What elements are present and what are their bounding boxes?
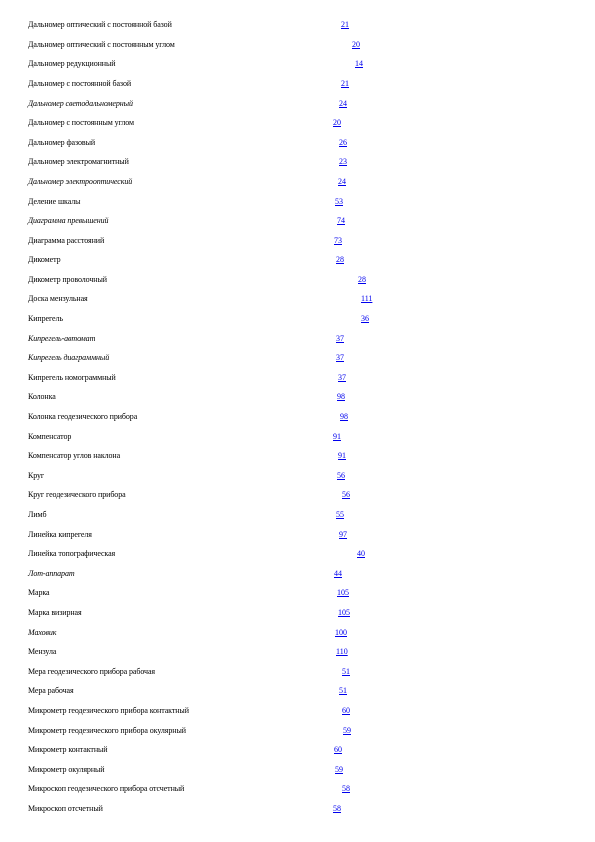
page-link[interactable]: 105 <box>338 608 350 617</box>
index-entry <box>28 567 588 581</box>
page-link[interactable]: 14 <box>355 59 363 68</box>
page-link[interactable]: 100 <box>335 628 347 637</box>
index-entry <box>28 606 588 620</box>
index-entry <box>28 665 588 679</box>
index-entry <box>28 136 588 150</box>
index-term: Дальномер электромагнитный <box>28 157 129 166</box>
page-link[interactable]: 97 <box>339 530 347 539</box>
page-link[interactable]: 59 <box>343 726 351 735</box>
index-term: Мера геодезического прибора рабочая <box>28 667 156 676</box>
index-entry <box>28 175 588 189</box>
page-link[interactable]: 24 <box>339 99 347 108</box>
page-link[interactable]: 23 <box>339 157 347 166</box>
index-term: Микроскоп отсчетный <box>28 804 103 813</box>
index-entry <box>28 77 588 91</box>
index-term: Колонка геодезического прибора <box>28 412 138 421</box>
page-link[interactable]: 111 <box>361 294 373 303</box>
page-link[interactable]: 59 <box>335 765 343 774</box>
page-link[interactable]: 53 <box>335 197 343 206</box>
page-link[interactable]: 44 <box>334 569 342 578</box>
index-entry <box>28 332 588 346</box>
index-entry <box>28 508 588 522</box>
page-link[interactable]: 55 <box>336 510 344 519</box>
index-entry <box>28 253 588 267</box>
index-term: Мера рабочая <box>28 686 74 695</box>
index-term: Дальномер электрооптический <box>28 177 133 186</box>
index-entry <box>28 724 588 738</box>
index-entry <box>28 390 588 404</box>
index-term: Компенсатор углов наклона <box>28 451 121 460</box>
index-term: Дикометр проволочный <box>28 275 107 284</box>
index-term: Колонка <box>28 392 56 401</box>
page-link[interactable]: 21 <box>341 79 349 88</box>
page-link[interactable]: 98 <box>340 412 348 421</box>
index-entry <box>28 645 588 659</box>
index-entry <box>28 195 588 209</box>
index-term: Лимб <box>28 510 47 519</box>
page-link[interactable]: 24 <box>338 177 346 186</box>
index-term: Дальномер светодальномерный <box>28 99 133 108</box>
index-term: Круг геодезического прибора <box>28 490 126 499</box>
page-link[interactable]: 60 <box>334 745 342 754</box>
index-entry <box>28 116 588 130</box>
index-term: Микрометр окулярный <box>28 765 105 774</box>
index-entry <box>28 97 588 111</box>
index-term: Микроскоп геодезического прибора отсчетный <box>28 784 185 793</box>
page-link[interactable]: 51 <box>339 686 347 695</box>
index-term: Марка <box>28 588 50 597</box>
page-link[interactable]: 36 <box>361 314 369 323</box>
page-link[interactable]: 110 <box>336 647 348 656</box>
index-term: Диаграмма превышений <box>28 216 109 225</box>
page-link[interactable]: 28 <box>358 275 366 284</box>
index-term: Кипрегель <box>28 314 63 323</box>
index-term: Круг <box>28 471 45 480</box>
index-entry <box>28 704 588 718</box>
page-link[interactable]: 37 <box>338 373 346 382</box>
index-entry <box>28 430 588 444</box>
index-term: Кипрегель-автомат <box>28 334 96 343</box>
index-term: Деление шкалы <box>28 197 81 206</box>
index-entry <box>28 469 588 483</box>
index-entry <box>28 38 588 52</box>
index-term: Марка визирная <box>28 608 82 617</box>
index-entry <box>28 214 588 228</box>
index-entry <box>28 488 588 502</box>
index-term: Маховик <box>28 628 57 637</box>
page-link[interactable]: 98 <box>337 392 345 401</box>
index-entry <box>28 586 588 600</box>
index-entry <box>28 626 588 640</box>
index-term: Дальномер фазовый <box>28 138 96 147</box>
index-term: Компенсатор <box>28 432 72 441</box>
index-term: Кипрегель диаграммный <box>28 353 110 362</box>
index-entry <box>28 234 588 248</box>
index-entry <box>28 57 588 71</box>
index-entry <box>28 292 588 306</box>
index-term: Дальномер редукционный <box>28 59 116 68</box>
index-term: Микрометр геодезического прибора окулярный <box>28 726 186 735</box>
index-entry <box>28 312 588 326</box>
page-link[interactable]: 58 <box>342 784 350 793</box>
page-link[interactable]: 58 <box>333 804 341 813</box>
index-term: Микрометр контактный <box>28 745 108 754</box>
index-term: Лот-аппарат <box>28 569 75 578</box>
page-link[interactable]: 74 <box>337 216 345 225</box>
index-entry <box>28 802 588 816</box>
page-link[interactable]: 73 <box>334 236 342 245</box>
index-term: Дальномер с постоянным углом <box>28 118 134 127</box>
index-entry <box>28 782 588 796</box>
page-link[interactable]: 20 <box>352 40 360 49</box>
index-entry <box>28 410 588 424</box>
index-entry <box>28 155 588 169</box>
index-entry <box>28 351 588 365</box>
index-entry <box>28 371 588 385</box>
index-term: Линейка кипрегеля <box>28 530 92 539</box>
index-term: Диаграмма расстояний <box>28 236 105 245</box>
page-link[interactable]: 26 <box>339 138 347 147</box>
index-entry <box>28 743 588 757</box>
page-link[interactable]: 56 <box>342 490 350 499</box>
page-link[interactable]: 91 <box>338 451 346 460</box>
index-entry <box>28 528 588 542</box>
page-link[interactable]: 91 <box>333 432 341 441</box>
page-link[interactable]: 40 <box>357 549 365 558</box>
index-term: Кипрегель номограммный <box>28 373 116 382</box>
index-term: Доска мензульная <box>28 294 88 303</box>
index-entry <box>28 684 588 698</box>
index-term: Микрометр геодезического прибора контактный <box>28 706 189 715</box>
page-link[interactable]: 60 <box>342 706 350 715</box>
page-link[interactable]: 37 <box>336 334 344 343</box>
index-term: Дикометр <box>28 255 61 264</box>
index-term: Дальномер оптический с постоянной базой <box>28 20 172 29</box>
index-entry <box>28 18 588 32</box>
index-term: Дальномер оптический с постоянным углом <box>28 40 175 49</box>
page-link[interactable]: 20 <box>333 118 341 127</box>
index-entry <box>28 547 588 561</box>
page-link[interactable]: 28 <box>336 255 344 264</box>
page-link[interactable]: 37 <box>336 353 344 362</box>
index-entry <box>28 449 588 463</box>
index-term: Линейка топографическая <box>28 549 116 558</box>
index-entry <box>28 763 588 777</box>
index-term: Дальномер с постоянной базой <box>28 79 132 88</box>
index-entry <box>28 273 588 287</box>
page-link[interactable]: 21 <box>341 20 349 29</box>
page-link[interactable]: 51 <box>342 667 350 676</box>
page-link[interactable]: 105 <box>337 588 349 597</box>
page-link[interactable]: 56 <box>337 471 345 480</box>
index-term: Мензула <box>28 647 57 656</box>
